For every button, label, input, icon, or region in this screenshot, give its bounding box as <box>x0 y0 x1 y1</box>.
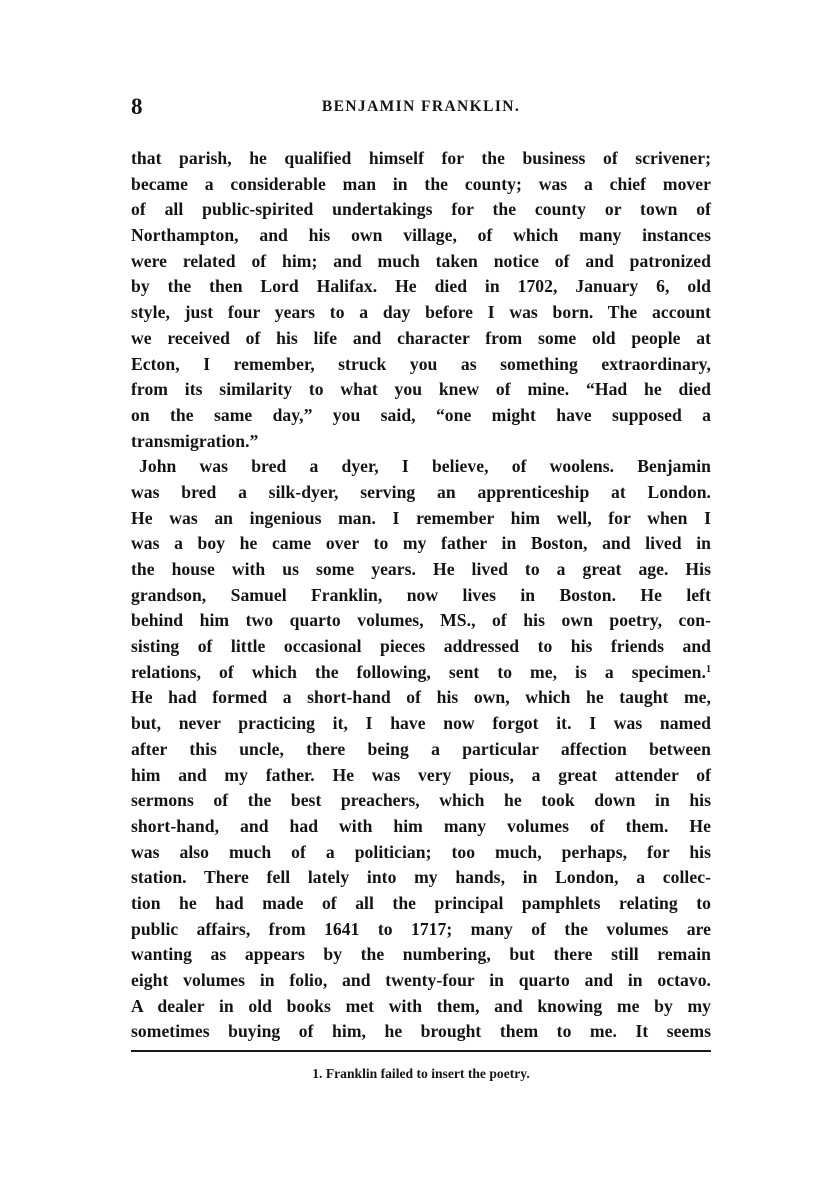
text-line: sermons of the best preachers, which he took down in his <box>131 790 711 811</box>
text-line: was a boy he came over to my father in Boston, and lived in <box>131 533 711 554</box>
text-line: transmigration.” <box>131 430 259 451</box>
text-line: wanting as appears by the numbering, but there still remain <box>131 944 711 965</box>
text-line: sometimes buying of him, he brought them to me. It seems <box>131 1021 711 1042</box>
text-line: grandson, Samuel Franklin, now lives in Boston. He left <box>131 584 711 605</box>
text-line: sisting of little occasional pieces addressed to his friends and <box>131 636 711 657</box>
footnote-divider <box>131 1050 711 1052</box>
text-line: behind him two quarto volumes, MS., of his own poetry, con- <box>131 610 711 631</box>
running-title: BENJAMIN FRANKLIN. <box>321 98 521 115</box>
text-line: but, never practicing it, I have now forgot it. I was named <box>131 713 711 734</box>
line-text: relations, of which the following, sent to me, is a specimen. <box>131 661 706 682</box>
text-line: A dealer in old books met with them, and knowing me by my <box>131 995 711 1016</box>
paragraph-start-line: John was bred a dyer, I believe, of woolens. Benjamin <box>139 456 711 477</box>
text-line: that parish, he qualified himself for the business of scrivener; <box>131 148 711 168</box>
text-line: we received of his life and character from some old people at <box>131 327 711 348</box>
text-line: eight volumes in folio, and twenty-four in quarto and in octavo. <box>131 970 711 990</box>
text-line: station. There fell lately into my hands, in London, a collec- <box>131 867 711 888</box>
text-line: style, just four years to a day before I was born. The account <box>131 302 711 323</box>
text-line: were related of him; and much taken notice of and patronized <box>131 250 711 271</box>
running-head <box>131 94 711 124</box>
page-number: 8 <box>131 94 143 119</box>
body-text <box>131 146 711 1045</box>
text-line: became a considerable man in the county; was a chief mover <box>131 173 711 194</box>
footnote-reference: 1 <box>705 663 711 675</box>
text-line: He had formed a short-hand of his own, which he taught me, <box>131 687 711 708</box>
text-line: Northampton, and his own village, of which many instances <box>131 225 711 246</box>
text-line: was also much of a politician; too much, perhaps, for his <box>131 841 711 862</box>
text-line: short-hand, and had with him many volumes of them. He <box>131 815 711 836</box>
text-line-with-footnote-ref <box>131 660 711 686</box>
text-line: by the then Lord Halifax. He died in 1702, January 6, old <box>131 276 711 297</box>
text-line: of all public-spirited undertakings for the county or town of <box>131 199 711 220</box>
text-line: him and my father. He was very pious, a great attender of <box>131 764 711 785</box>
text-line: the house with us some years. He lived to a great age. His <box>131 559 711 579</box>
text-line: on the same day,” you said, “one might have supposed a <box>131 404 711 425</box>
text-line: after this uncle, there being a particular affection between <box>131 738 711 759</box>
text-line: from its similarity to what you knew of mine. “Had he died <box>131 379 711 400</box>
text-line: was bred a silk-dyer, serving an apprenticeship at London. <box>131 481 711 502</box>
text-line: Ecton, I remember, struck you as something extraordinary, <box>131 353 711 374</box>
footnote: 1. Franklin failed to insert the poetry. <box>312 1066 530 1081</box>
text-line: He was an ingenious man. I remember him well, for when I <box>131 507 711 528</box>
text-line: public affairs, from 1641 to 1717; many of the volumes are <box>131 918 711 939</box>
text-line: tion he had made of all the principal pamphlets relating to <box>131 892 711 913</box>
